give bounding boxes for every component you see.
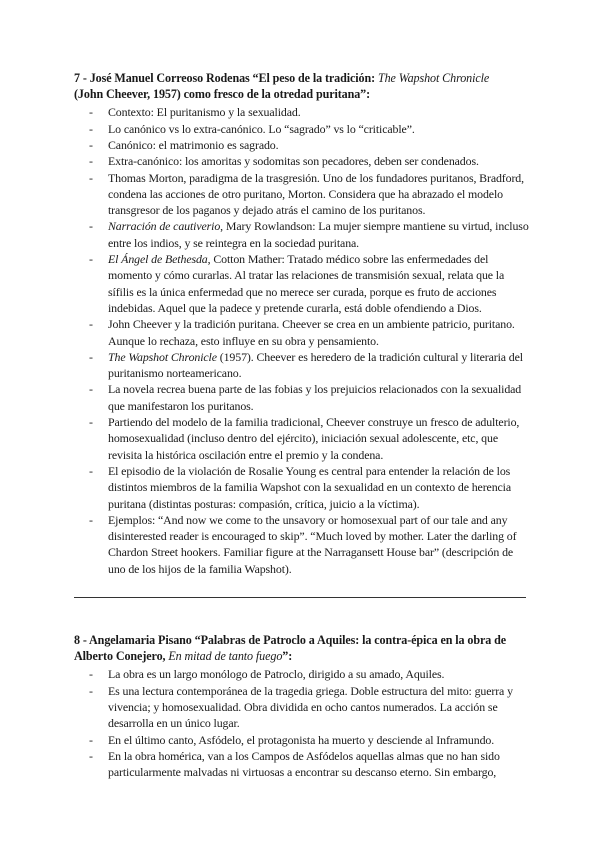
section-8-list — [74, 666, 530, 780]
section-8 — [74, 632, 530, 780]
bullet-dash: - — [89, 748, 93, 763]
item-text: Canónico: el matrimonio es sagrado. — [108, 138, 279, 152]
item-text: La novela recrea buena parte de las fobias y los prejuicios relacionados con la sexualidad que manifestaron los puritanos. — [108, 382, 522, 413]
item-text: Contexto: El puritanismo y la sexualidad. — [108, 105, 301, 120]
list-item — [74, 381, 530, 414]
item-text: La obra es un largo monólogo de Patroclo, dirigido a su amado, Aquiles. — [108, 667, 445, 682]
bullet-dash: - — [89, 317, 93, 332]
list-item — [74, 683, 530, 732]
list-item — [74, 316, 530, 349]
bullet-dash: - — [89, 349, 93, 364]
item-text: Thomas Morton, paradigma de la trasgresión. Uno de los fundadores puritanos, Bradford, condena las acciones de otro puritano, Morton. Considera que ha abrazado el modelo transgresor de los paganos y dejado atrás el camino de los puritanos. — [108, 170, 524, 218]
item-text: En el último canto, Asfódelo, el protagonista ha muerto y desciende al Inframundo. — [108, 732, 495, 747]
bullet-dash: - — [89, 219, 93, 234]
item-text: , Cotton Mather: Tratado médico sobre las enfermedades del momento y cómo curarlas. Al tratar las relaciones de transmisión sexual, relata que la sífilis es la única enfermedad que no merece ser curada, porque es fruto de acciones indebidas. Aquel que la padece y pretende curarla, está doble ofendiendo a Dios. — [108, 252, 505, 315]
section-8-heading-lead: 8 - Angelamaria Pisano “Palabras de Patroclo a Aquiles: la contra-épica en la obra de Alberto Conejero, — [74, 633, 507, 664]
item-text: John Cheever y la tradición puritana. Cheever se crea en un ambiente patricio, puritano. Aunque lo rechaza, esto influye en su obra y pensamiento. — [108, 317, 515, 348]
bullet-dash: - — [89, 252, 93, 267]
section-8-heading-title: En mitad de tanto fuego — [168, 649, 283, 664]
bullet-dash: - — [89, 138, 93, 152]
item-text: Extra-canónico: los amoritas y sodomitas son pecadores, deben ser condenados. — [108, 154, 479, 169]
list-item — [74, 137, 530, 153]
section-8-heading — [74, 632, 530, 664]
bullet-dash: - — [89, 105, 93, 120]
item-text: Partiendo del modelo de la familia tradicional, Cheever construye un fresco de adulterio, homosexualidad (incluso dentro del ejército), iniciación sexual adolescente, etc, que revisita la histórica oscilación entre el premio y la condena. — [108, 415, 520, 462]
bullet-dash: - — [89, 667, 93, 682]
bullet-dash: - — [89, 512, 93, 527]
bullet-dash: - — [89, 121, 93, 136]
section-7-heading-title: The Wapshot Chronicle — [377, 71, 490, 85]
list-item — [74, 104, 530, 120]
list-item — [74, 748, 530, 781]
list-item — [74, 218, 530, 251]
bullet-dash: - — [89, 415, 93, 430]
item-italic-title: Narración de cautiverio — [108, 219, 221, 234]
item-italic-title: El Ángel de Bethesda — [108, 252, 208, 267]
list-item — [74, 251, 530, 316]
list-item — [74, 349, 530, 382]
list-item — [74, 170, 530, 219]
list-item — [74, 121, 530, 137]
item-text: , Mary Rowlandson: La mujer siempre mantiene su virtud, incluso entre los indios, y se reintegra en la sociedad puritana. — [108, 219, 529, 250]
list-item — [74, 512, 530, 577]
section-divider — [74, 597, 526, 598]
bullet-dash: - — [89, 382, 93, 397]
bullet-dash: - — [89, 154, 93, 169]
list-item — [74, 666, 530, 682]
item-text: Lo canónico vs lo extra-canónico. Lo “sagrado” vs lo “criticable”. — [108, 121, 415, 136]
section-7-heading-lead: 7 - José Manuel Correoso Rodenas “El peso de la tradición: — [74, 71, 378, 85]
item-text: Ejemplos: “And now we come to the unsavory or homosexual part of our tale and any disinterested reader is encouraged to skip”. “Much loved by mother. Later the darling of Chardon Street hookers. Familiar figure at the Narragansett House bar” (descripción de uno de los hijos de la familia Wapshot). — [108, 512, 517, 576]
section-7 — [74, 70, 530, 577]
list-item — [74, 463, 530, 512]
item-text: El episodio de la violación de Rosalie Young es central para entender la relación de los distintos miembros de la familia Wapshot con la sexualidad en un contexto de herencia puritana (distintas posturas: compasión, crítica, juicio a la víctima). — [108, 463, 512, 511]
bullet-dash: - — [89, 732, 93, 747]
section-7-heading-tail: (John Cheever, 1957) como fresco de la otredad puritana”: — [74, 87, 371, 102]
bullet-dash: - — [89, 463, 93, 478]
item-text: Es una lectura contemporánea de la tragedia griega. Doble estructura del mito: guerra y vivencia; y homosexualidad. Obra dividida en ocho cantos numerados. La acción se desarrolla en un único lugar. — [108, 683, 513, 731]
section-8-heading-tail: ”: — [282, 649, 293, 664]
list-item — [74, 153, 530, 169]
item-text: (1957). Cheever es heredero de la tradición cultural y literaria del puritanismo norteamericano. — [108, 349, 523, 381]
list-item — [74, 414, 530, 463]
bullet-dash: - — [89, 170, 93, 185]
section-7-list — [74, 104, 530, 577]
bullet-dash: - — [89, 683, 93, 698]
section-7-heading — [74, 70, 530, 102]
item-text: En la obra homérica, van a los Campos de Asfódelos aquellas almas que no han sido particularmente malvadas ni virtuosas a encontrar su descanso eterno. Sin embargo, — [108, 748, 500, 780]
item-italic-title: The Wapshot Chronicle — [108, 349, 217, 364]
list-item — [74, 732, 530, 748]
